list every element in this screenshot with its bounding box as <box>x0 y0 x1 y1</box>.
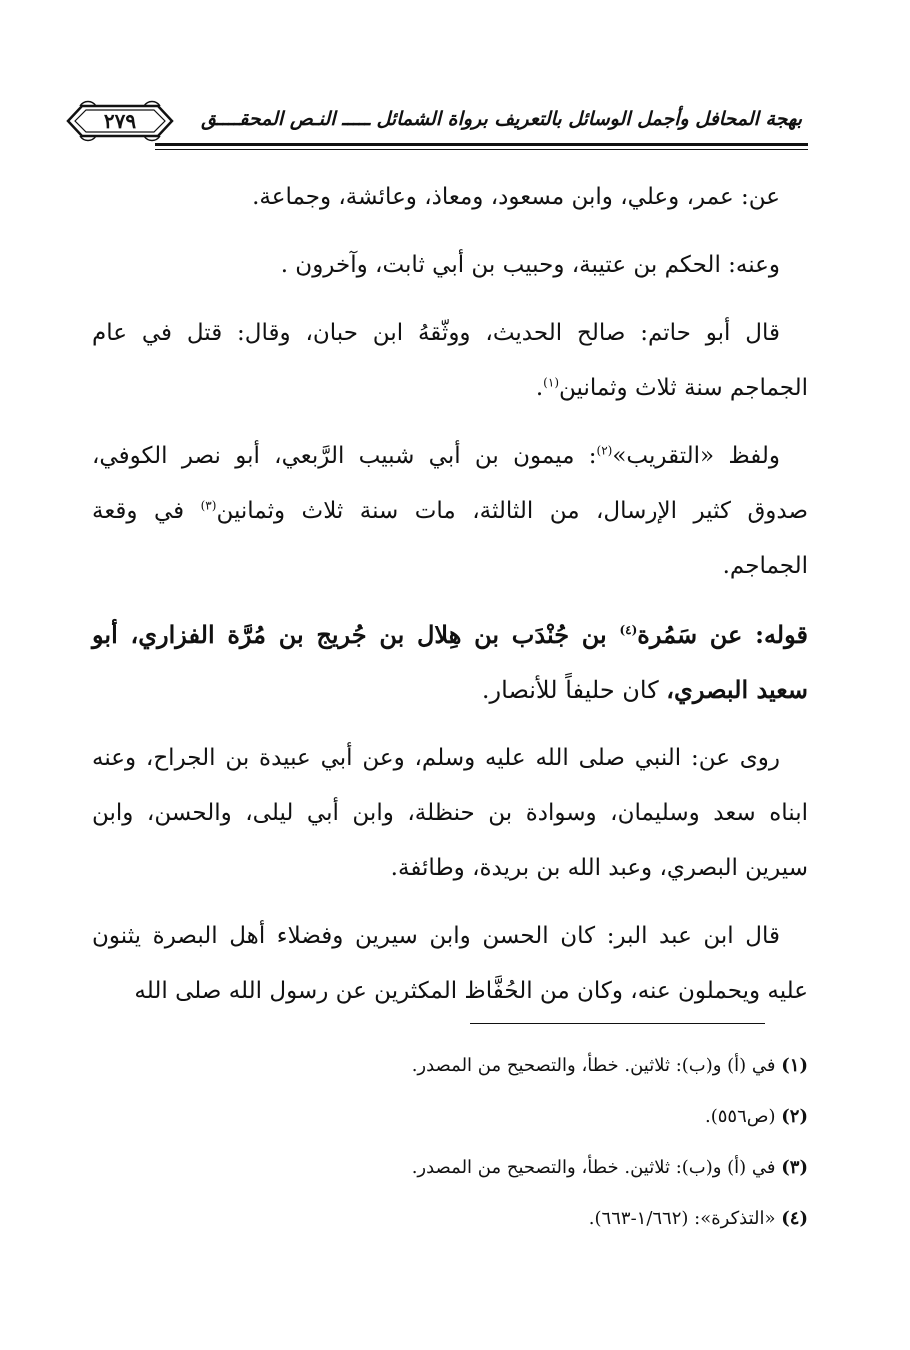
paragraph-2 <box>92 238 808 293</box>
footnote-2-text: (ص٥٥٦). <box>704 1106 782 1127</box>
paragraph-7-text: قال ابن عبد البر: كان الحسن وابن سيرين وفضلاء أهل البصرة يثنون عليه ويحملون عنه، وكان من الحُفَّاظ المكثرين عن رسول الله صلى الله <box>92 923 808 1004</box>
footnote-separator <box>470 1023 765 1024</box>
paragraph-4 <box>92 429 808 594</box>
narrator-heading-end: كان حليفاً للأنصار. <box>481 676 667 704</box>
header-rule-thick <box>155 143 808 146</box>
footnote-ref-1[interactable]: (١) <box>543 375 559 390</box>
page-number: ٢٧٩ <box>103 109 137 133</box>
page-number-badge <box>66 100 174 142</box>
narrator-heading <box>92 607 808 718</box>
body-text <box>92 170 808 1032</box>
paragraph-7 <box>92 909 808 1019</box>
paragraph-4-end: في وقعة الجماجم. <box>92 498 808 579</box>
footnote-4-number: (٤) <box>781 1208 808 1229</box>
footnote-ref-4[interactable]: (٤) <box>619 623 638 637</box>
footnote-1-number: (١) <box>781 1055 808 1076</box>
footnote-1 <box>92 1040 808 1091</box>
footnote-3-text: في (أ) و(ب): ثلاثين. خطأ، والتصحيح من المصدر. <box>411 1157 782 1178</box>
footnote-2 <box>92 1091 808 1142</box>
footnote-2-number: (٢) <box>781 1106 808 1127</box>
page-header <box>60 96 810 148</box>
running-title: بهجة المحافل وأجمل الوسائل بالتعريف برواة الشمائل ـــــ النـص المحقــــق <box>201 108 802 130</box>
paragraph-1-text: عن: عمر، وعلي، وابن مسعود، ومعاذ، وعائشة، وجماعة. <box>252 184 780 210</box>
footnote-3-number: (٣) <box>781 1157 808 1178</box>
paragraph-2-text: وعنه: الحكم بن عتيبة، وحبيب بن أبي ثابت، وآخرون . <box>280 252 780 278</box>
paragraph-6-text: روى عن: النبي صلى الله عليه وسلم، وعن أبي عبيدة بن الجراح، وعنه ابناه سعد وسليمان، وسوادة بن حنظلة، وابن أبي ليلى، والحسن، وابن سيرين البصري، وعبد الله بن بريدة، وطائفة. <box>92 745 808 881</box>
paragraph-3 <box>92 306 808 416</box>
footnotes <box>92 1040 808 1244</box>
paragraph-1 <box>92 170 808 225</box>
paragraph-4-lead: ولفظ «التقريب» <box>612 443 780 469</box>
header-rule-thin <box>155 149 808 150</box>
footnote-ref-2[interactable]: (٢) <box>596 443 613 458</box>
paragraph-3-end: . <box>535 375 544 401</box>
narrator-heading-lead: قوله: عن سَمُرة <box>637 620 808 649</box>
footnote-4-text: «التذكرة»: (١/٦٦٢-٦٦٣). <box>588 1208 782 1229</box>
footnote-4 <box>92 1193 808 1244</box>
footnote-1-text: في (أ) و(ب): ثلاثين. خطأ، والتصحيح من المصدر. <box>411 1055 782 1076</box>
paragraph-6 <box>92 731 808 896</box>
paragraph-4-text: : ميمون بن أبي شبيب الرَّبعي، أبو نصر الكوفي، صدوق كثير الإرسال، من الثالثة، مات سنة ثلاث وثمانين <box>92 443 808 524</box>
footnote-ref-3[interactable]: (٣) <box>200 498 217 513</box>
narrator-heading-text: بن جُنْدَب بن هِلال بن جُريج بن مُرَّة الفزاري، أبو سعيد البصري، <box>92 620 808 704</box>
paragraph-3-text: قال أبو حاتم: صالح الحديث، ووثّقهُ ابن حبان، وقال: قتل في عام الجماجم سنة ثلاث وثمانين <box>92 320 808 401</box>
footnote-3 <box>92 1142 808 1193</box>
